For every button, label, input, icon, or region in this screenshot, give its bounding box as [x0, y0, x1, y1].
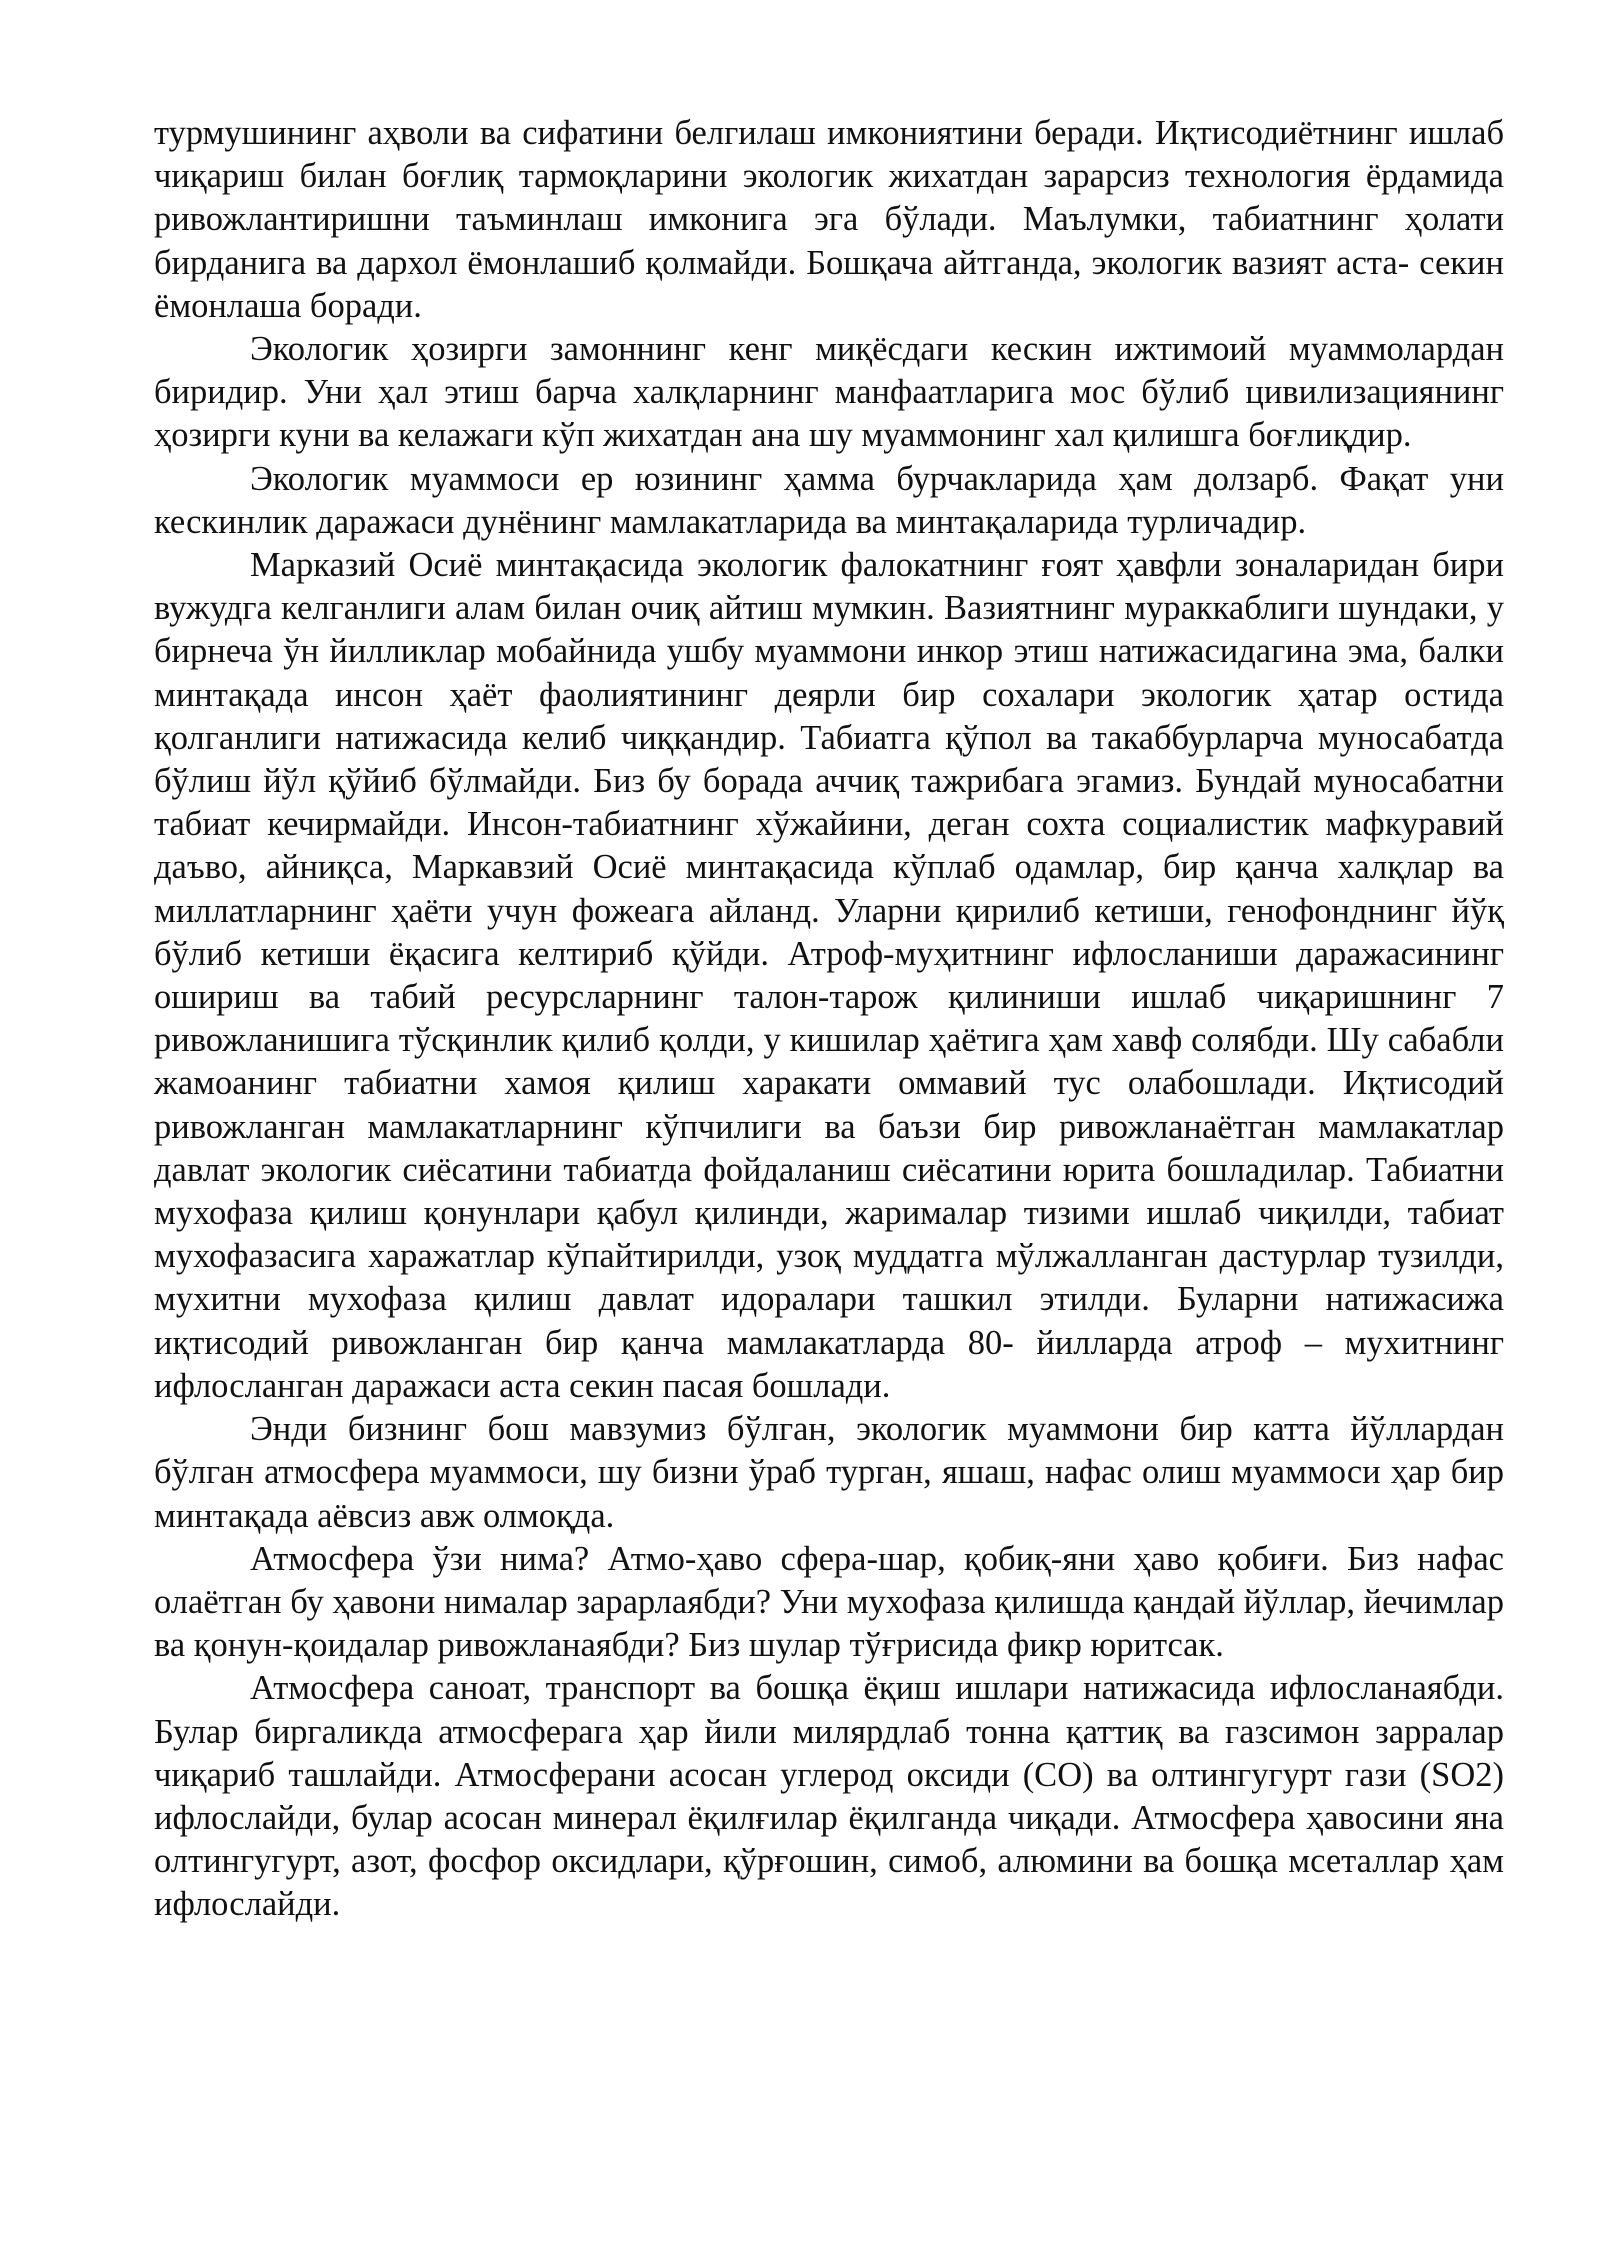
paragraph: Экологик муаммоси ер юзининг ҳамма бурчакларида ҳам долзарб. Фақат уни кескинлик даражаси дунёнинг мамлакатларида ва минтақаларида турличадир.	[154, 459, 1504, 541]
paragraph: Энди бизнинг бош мавзумиз бўлган, экологик муаммони бир катта йўллардан бўлган атмосфера муаммоси, шу бизни ўраб турган, яшаш, нафас олиш муаммоси ҳар бир минтақада аёвсиз авж олмоқда.	[154, 1410, 1504, 1535]
paragraph: Экологик ҳозирги замоннинг кенг миқёсдаги кескин ижтимоий муаммолардан биридир. Уни ҳал этиш барча халқларнинг манфаатларига мос бўлиб цивилизациянинг ҳозирги куни ва келажаги кўп жихатдан ана шу муаммонинг хал қилишга боғлиқдир.	[154, 330, 1504, 455]
document-page	[154, 112, 1504, 1927]
paragraph: турмушининг аҳволи ва сифатини белгилаш имкониятини беради. Иқтисодиётнинг ишлаб чиқариш билан боғлиқ тармоқларини экологик жихатдан зарарсиз технология ёрдамида ривожлантиришни таъминлаш имконига эга бўлади. Маълумки, табиатнинг ҳолати бирданига ва дархол ёмонлашиб қолмайди. Бошқача айтганда, экологик вазият аста- секин ёмонлаша боради.	[154, 114, 1504, 325]
paragraph: Атмосфера саноат, транспорт ва бошқа ёқиш ишлари натижасида ифлосланаябди. Булар биргаликда атмосферага ҳар йили милярдлаб тонна қаттиқ ва газсимон зарралар чиқариб ташлайди. Атмосферани асосан углерод оксиди (CO) ва олтингугурт гази (SO2) ифлослайди, булар асосан минерал ёқилғилар ёқилганда чиқади. Атмосфера ҳавосини яна олтингугурт, азот, фосфор оксидлари, қўрғошин, симоб, алюмини ва бошқа мсеталлар ҳам ифлослайди.	[154, 1669, 1504, 1924]
paragraph: Марказий Осиё минтақасида экологик фалокатнинг ғоят ҳавфли зоналаридан бири вужудга келганлиги алам билан очиқ айтиш мумкин. Вазиятнинг мураккаблиги шундаки, у бирнеча ўн йилликлар мобайнида ушбу муаммони инкор этиш натижасидагина эма, балки минтақада инсон ҳаёт фаолиятининг деярли бир сохалари экологик ҳатар остида қолганлиги натижасида келиб чиққандир. Табиатга қўпол ва такаббурларча муносабатда бўлиш йўл қўйиб бўлмайди. Биз бу борада аччиқ тажрибага эгамиз. Бундай муносабатни табиат кечирмайди. Инсон-табиатнинг хўжайини, деган сохта социалистик мафкуравий даъво, айниқса, Маркавзий Осиё минтақасида кўплаб одамлар, бир қанча халқлар ва миллатларнинг ҳаёти учун фожеага айланд. Уларни қирилиб кетиши, генофонднинг йўқ бўлиб кетиши ёқасига келтириб қўйди. Атроф-муҳитнинг ифлосланиши даражасининг ошириш ва табий ресурсларнинг талон-тарож қилиниши ишлаб чиқаришнинг 7 ривожланишига тўсқинлик қилиб қолди, у кишилар ҳаётига ҳам хавф солябди. Шу сабабли жамоанинг табиатни хамоя қилиш харакати оммавий тус олабошлади. Иқтисодий ривожланган мамлакатларнинг кўпчилиги ва баъзи бир ривожланаётган мамлакатлар давлат экологик сиёсатини табиатда фойдаланиш сиёсатини юрита бошладилар. Табиатни мухофаза қилиш қонунлари қабул қилинди, жарималар тизими ишлаб чиқилди, табиат мухофазасига харажатлар кўпайтирилди, узоқ муддатга мўлжалланган дастурлар тузилди, мухитни мухофаза қилиш давлат идоралари ташкил этилди. Буларни натижасижа иқтисодий ривожланган бир қанча мамлакатларда 80- йилларда атроф – мухитнинг ифлосланган даражаси аста секин пасая бошлади.	[154, 546, 1504, 1405]
paragraph: Атмосфера ўзи нима? Атмо-ҳаво сфера-шар, қобиқ-яни ҳаво қобиғи. Биз нафас олаётган бу ҳавони нималар зарарлаябди? Уни мухофаза қилишда қандай йўллар, йечимлар ва қонун-қоидалар ривожланаябди? Биз шулар тўғрисида фикр юритсак.	[154, 1539, 1504, 1665]
